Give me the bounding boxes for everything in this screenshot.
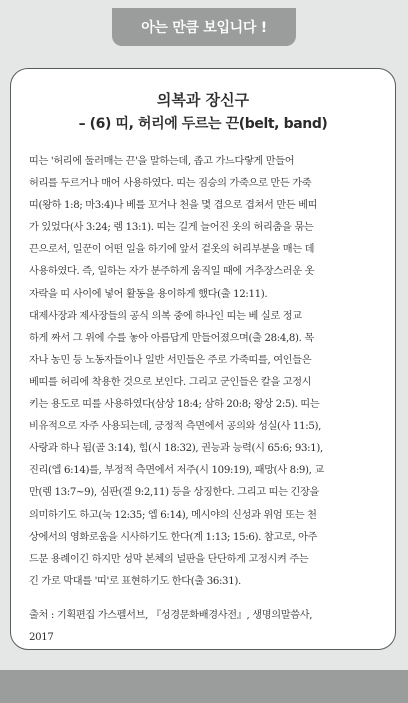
top-banner — [112, 8, 296, 46]
body-line: 드문 용례이긴 하지만 성막 본체의 널판을 단단하게 고정시켜 주는 — [29, 553, 309, 565]
body-line: 대제사장과 제사장들의 공식 의복 중에 하나인 띠는 베 실로 정교 — [29, 310, 302, 322]
body-line: 키는 용도로 띠를 사용하였다(삼상 18:4; 삼하 20:8; 왕상 2:5). 띠는 — [29, 399, 320, 411]
source-line: 2017 — [29, 632, 54, 643]
bottom-bar — [0, 670, 408, 703]
body-line: 띠는 '허리에 둘러매는 끈'을 말하는데, 좁고 가느다랗게 만들어 — [29, 156, 295, 167]
source-citation — [29, 605, 381, 649]
source-line: 출처 : 기획편집 가스펠서브, 『성경문화배경사전』, 생명의말씀사, — [29, 610, 313, 621]
banner-text: 아는 만큼 보입니다 ! — [141, 20, 267, 36]
body-line: 베띠를 허리에 착용한 것으로 보인다. 그리고 군인들은 칼을 고정시 — [29, 376, 312, 388]
body-line: 사용하였다. 즉, 일하는 자가 분주하게 움직일 때에 거추장스러운 옷 — [29, 266, 315, 278]
body-line: 가 있었다(사 3:24; 렘 13:1). 띠는 길게 늘어진 옷의 허리춤을 묶는 — [29, 222, 314, 234]
body-line: 자락을 띠 사이에 넣어 활동을 용이하게 했다(출 12:11). — [29, 288, 268, 300]
article-card — [10, 68, 396, 650]
article-body — [29, 151, 381, 593]
body-line: 만(렘 13:7~9), 심판(겔 9:2,11) 등을 상징한다. 그리고 띠는 긴장을 — [29, 487, 320, 499]
body-line: 긴 가로 막대를 '띠'로 표현하기도 한다(출 36:31). — [29, 575, 241, 587]
body-line: 자나 농민 등 노동자들이나 일반 서민들은 주로 가죽띠를, 여인들은 — [29, 354, 312, 366]
body-line: 의미하기도 하고(눅 12:35; 엡 6:14), 메시야의 신성과 위엄 또는 천 — [29, 509, 317, 521]
body-line: 비유적으로 자주 사용되는데, 긍정적 측면에서 공의와 성실(사 11:5), — [29, 421, 321, 433]
body-line: 띠(왕하 1:8; 마3:4)나 베를 꼬거나 천을 몇 겹으로 겹쳐서 만든 베띠 — [29, 200, 318, 212]
article-subtitle: – (6) 띠, 허리에 두르는 끈(belt, band) — [78, 116, 328, 132]
article-title: 의복과 장신구 — [156, 91, 250, 109]
body-line: 허리를 두르거나 매어 사용하였다. 띠는 짐승의 가죽으로 만든 가죽 — [29, 178, 312, 190]
body-line: 끈으로서, 일꾼이 어떤 일을 하기에 앞서 겉옷의 허리부분을 매는 데 — [29, 244, 315, 256]
body-line: 사랑과 하나 됨(골 3:14), 힘(시 18:32), 권능과 능력(시 65:6; 93:1), — [29, 443, 323, 455]
body-line: 상에서의 영화로움을 시사하기도 한다(계 1:13; 15:6). 참고로, 아주 — [29, 531, 318, 543]
body-line: 진리(엡 6:14)를, 부정적 측면에서 저주(시 109:19), 패망(사 8:9), 교 — [29, 465, 324, 477]
body-line: 하게 짜서 그 위에 수를 놓아 아름답게 만들어졌으며(출 28:4,8). 목 — [29, 332, 314, 344]
